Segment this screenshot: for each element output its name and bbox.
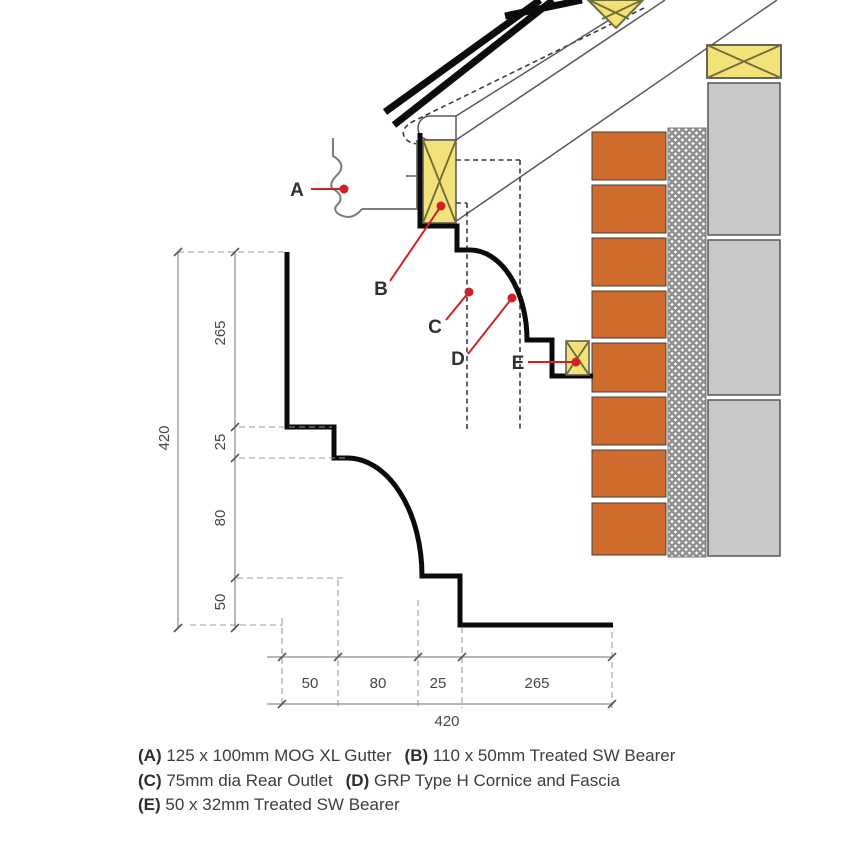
legend-key-b: (B) — [404, 746, 429, 765]
dim-vertical-seg-80: 80 — [212, 509, 229, 527]
legend-key-c: (C) — [138, 770, 162, 790]
leader-dot-b — [437, 202, 446, 211]
horizontal-dimension-labels — [302, 675, 550, 730]
cornice-profile-outline — [287, 252, 613, 625]
annotation-d-label: D — [451, 349, 465, 370]
dim-vertical-seg-50: 50 — [212, 593, 229, 611]
legend-desc-b: 110 x 50mm Treated SW Bearer — [432, 746, 676, 765]
legend-item-d — [346, 771, 620, 790]
leader-dot-c — [465, 288, 474, 297]
legend-item-a — [138, 746, 392, 765]
leader-line-c — [446, 292, 469, 320]
block — [708, 400, 780, 556]
leader-dot-e — [572, 358, 581, 367]
annotation-b-label: B — [374, 279, 388, 300]
legend-desc-e: 50 x 32mm Treated SW Bearer — [165, 795, 400, 814]
dim-horizontal-seg-50: 50 — [301, 675, 319, 692]
slate-line — [394, 0, 553, 125]
block — [708, 83, 780, 235]
dim-vertical-total: 420 — [156, 425, 173, 451]
legend-line-2 — [138, 769, 778, 794]
brick — [592, 343, 666, 392]
brick-wall — [592, 132, 666, 555]
section-detail — [290, 0, 781, 557]
leader-line-b — [390, 206, 441, 281]
leader-dot-a — [340, 185, 349, 194]
roofing-roll — [418, 116, 456, 140]
vertical-dimension-labels — [156, 320, 229, 610]
wall-plate — [707, 45, 781, 78]
leader-line-d — [468, 298, 512, 354]
block — [708, 240, 780, 395]
dim-horizontal-total: 420 — [434, 713, 460, 730]
dim-horizontal-seg-80: 80 — [369, 675, 387, 692]
brick — [592, 503, 666, 555]
gutter-ogee-profile — [331, 138, 362, 217]
legend-desc-a: 125 x 100mm MOG XL Gutter — [166, 746, 392, 765]
brick — [592, 397, 666, 445]
brick — [592, 450, 666, 497]
legend — [138, 744, 778, 818]
legend-item-e — [138, 795, 400, 814]
projection-guides — [178, 252, 612, 708]
brick — [592, 185, 666, 233]
legend-key-e: (E) — [138, 795, 161, 814]
insulation-layer — [668, 128, 706, 557]
dim-horizontal-seg-265: 265 — [524, 675, 550, 692]
legend-item-c — [138, 771, 333, 790]
annotation-a-label: A — [290, 180, 304, 201]
vertical-dimension-lines — [174, 248, 239, 632]
legend-key-d: (D) — [345, 770, 370, 790]
annotation-e-label: E — [511, 353, 525, 374]
legend-line-1 — [138, 744, 778, 769]
dim-horizontal-seg-25: 25 — [429, 675, 447, 692]
block-wall — [708, 83, 780, 556]
legend-desc-d: GRP Type H Cornice and Fascia — [373, 770, 620, 790]
brick — [592, 238, 666, 286]
dim-vertical-seg-25: 25 — [212, 433, 229, 451]
rafter-section — [588, 0, 643, 28]
dimensioned-profile — [156, 248, 616, 730]
fascia-bottom-edge — [456, 0, 665, 140]
brick — [592, 291, 666, 338]
legend-line-3 — [138, 793, 778, 818]
legend-item-b — [405, 746, 676, 765]
slate-line — [505, 0, 582, 16]
annotation-c-label: C — [428, 317, 442, 338]
brick — [592, 132, 666, 180]
gutter-back-lines — [362, 140, 419, 209]
roof-slates — [385, 0, 582, 125]
leader-dot-d — [508, 294, 517, 303]
legend-key-a: (A) — [138, 746, 162, 765]
bearer-b — [423, 140, 456, 223]
dim-vertical-seg-265: 265 — [212, 320, 229, 346]
legend-desc-c: 75mm dia Rear Outlet — [166, 770, 333, 790]
